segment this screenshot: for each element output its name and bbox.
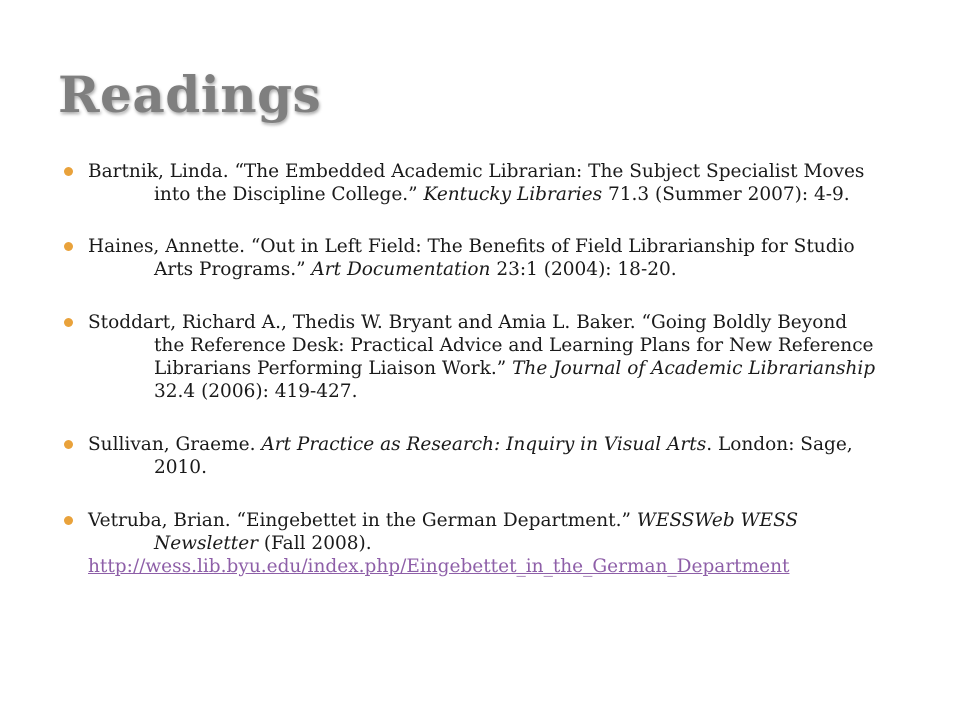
reference-line	[88, 555, 922, 578]
reference-text: 32.4 (2006): 419-427.	[154, 381, 358, 402]
reference-text: 23:1 (2004): 18-20.	[490, 259, 677, 280]
reference-line	[88, 258, 922, 281]
reference-item	[62, 509, 922, 578]
reference-text: . London: Sage,	[706, 434, 853, 455]
reference-text: 71.3 (Summer 2007): 4-9.	[602, 184, 850, 205]
reference-text: Librarians Performing Liaison Work.”	[154, 358, 513, 379]
reference-line	[88, 357, 922, 380]
reference-text: the Reference Desk: Practical Advice and Learning Plans for New Reference	[154, 335, 874, 356]
reference-line	[88, 160, 922, 183]
bullet-icon	[64, 318, 73, 327]
reference-text: Arts Programs.”	[154, 259, 312, 280]
reference-text: into the Discipline College.”	[154, 184, 424, 205]
reference-journal: Kentucky Libraries	[423, 184, 603, 205]
bullet-icon	[64, 516, 73, 525]
bullet-icon	[64, 242, 73, 251]
reference-text: Haines, Annette. “Out in Left Field: The Benefits of Field Librarianship for Studio	[88, 236, 855, 257]
reference-line	[88, 532, 922, 555]
reference-list	[62, 160, 922, 608]
reference-line	[88, 433, 922, 456]
reference-line	[88, 311, 922, 334]
reference-item	[62, 235, 922, 281]
reference-journal: Newsletter	[154, 533, 258, 554]
reference-url-link[interactable]: http://wess.lib.byu.edu/index.php/Eingebettet_in_the_German_Department	[88, 556, 790, 577]
reference-book-title: Art Practice as Research: Inquiry in Visual Arts	[261, 434, 707, 455]
reference-text: Vetruba, Brian. “Eingebettet in the German Department.”	[88, 510, 637, 531]
reference-item	[62, 311, 922, 403]
reference-text: Bartnik, Linda. “The Embedded Academic Librarian: The Subject Specialist Moves	[88, 161, 865, 182]
reference-line	[88, 183, 922, 206]
reference-journal: Art Documentation	[311, 259, 491, 280]
reference-text: (Fall 2008).	[258, 533, 372, 554]
reference-line	[88, 334, 922, 357]
reference-text: Stoddart, Richard A., Thedis W. Bryant and Amia L. Baker. “Going Boldly Beyond	[88, 312, 848, 333]
reference-journal: The Journal of Academic Librarianship	[512, 358, 876, 379]
bullet-icon	[64, 167, 73, 176]
reference-item	[62, 433, 922, 479]
reference-text: Sullivan, Graeme.	[88, 434, 262, 455]
reference-text: 2010.	[154, 457, 207, 478]
reference-item	[62, 160, 922, 206]
reference-line	[88, 456, 922, 479]
reference-line	[88, 235, 922, 258]
bullet-icon	[64, 440, 73, 449]
slide-title: Readings	[58, 65, 322, 124]
reference-line	[88, 509, 922, 532]
reference-line	[88, 380, 922, 403]
reference-journal: WESSWeb WESS	[636, 510, 799, 531]
